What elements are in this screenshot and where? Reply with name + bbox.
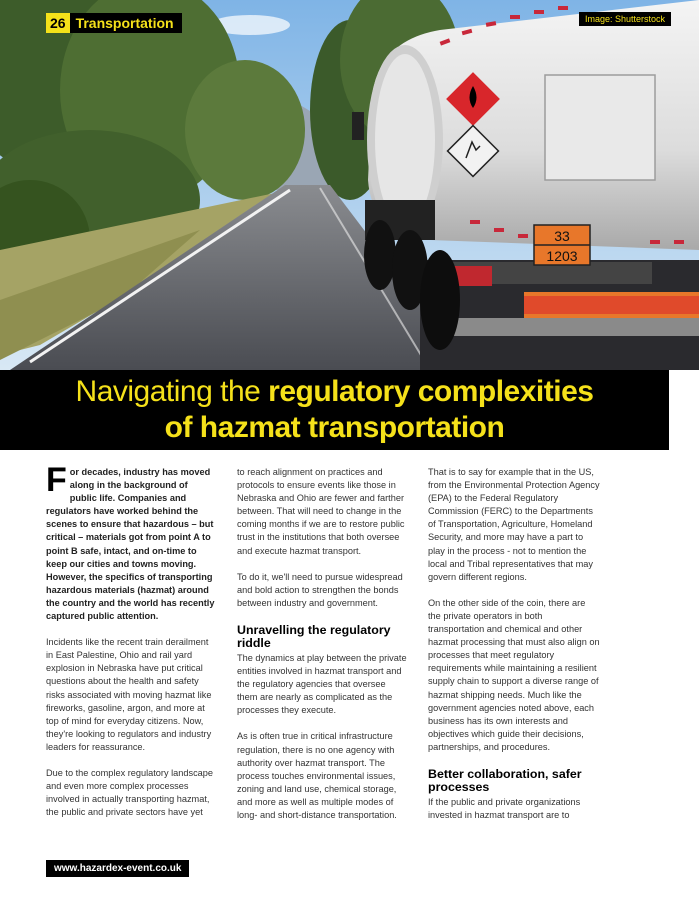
image-credit: Image: Shutterstock — [579, 12, 671, 26]
article-title — [0, 370, 669, 446]
paragraph: If the public and private organizations invested in hazmat transport are to — [428, 796, 581, 821]
text-column-1 — [46, 461, 216, 832]
paragraph: To do it, we'll need to pursue widespread and bold action to strengthen the bonds between industry and government. — [237, 571, 403, 608]
lead-text: or decades, industry has moved along in the background of public life. Companies and regulators have worked behind the scenes to ensure that hazardous – but critical – materials got from point A to point B safe, intact, and on-time to keep our cities and towns moving. However, the specifics of transporting hazardous materials (hazmat) around the country and the world has recently captured public attention. — [46, 467, 215, 622]
placard-upper-number: 33 — [554, 228, 570, 244]
paragraph: Due to the complex regulatory landscape and even more complex processes involved in actually transporting hazmat, the public and private sectors have yet — [46, 767, 214, 818]
hero-photo — [0, 0, 699, 370]
paragraph: As is often true in critical infrastructure regulation, there is no one agency with authority over hazmat transport. The process touches environmental issues, zoning and land use, chemical storage, and more as well as multiple modes of long- and short-distance transportation. — [237, 731, 397, 820]
paragraph: The dynamics at play between the private entities involved in hazmat transport and the regulatory agencies that oversee them are nearly as complicated as the processes they execute. — [237, 652, 407, 716]
paragraph: On the other side of the coin, there are the private operators in both transportation and chemical and other hazmat processing that must also align on processes that meet regulatory requirements while maintaining a resilient supply chain to support a diverse range of hazmat shipping needs. Much like the government agencies noted above, each business has its own interests and objectives which guide their decisions, partnerships, and procedures. — [428, 597, 600, 752]
title-part-1: Navigating the — [75, 375, 269, 408]
paragraph: That is to say for example that in the US, from the Environmental Protection Agency (EPA) to the Federal Regulatory Commission (FERC) to the Departments of Transportation, Agriculture, Homeland Security, and more may have a part to play in the process - not to mention the local and Tribal representatives that may govern different regions. — [428, 467, 600, 582]
placard-lower-number: 1203 — [546, 248, 578, 264]
page-number: 26 — [46, 13, 70, 33]
title-part-2: regulatory complexities — [268, 375, 594, 408]
footer-website-link[interactable]: www.hazardex-event.co.uk — [46, 860, 189, 877]
title-part-3: of hazmat transportation — [164, 411, 505, 444]
section-label: Transportation — [70, 13, 182, 33]
subheading-regulatory-riddle: Unravelling the regulatory riddle — [237, 622, 391, 650]
lead-paragraph — [46, 461, 216, 623]
subheading-better-collaboration: Better collaboration, safer processes — [428, 766, 582, 794]
drop-cap: F — [46, 461, 67, 499]
text-column-3 — [428, 466, 600, 835]
title-band — [0, 370, 669, 450]
page-tag — [46, 13, 182, 33]
tanker-truck-illustration — [0, 0, 699, 370]
paragraph: Incidents like the recent train derailment in East Palestine, Ohio and rail yard explosion in Nebraska have put critical questions about the health and safety risks associated with moving hazmat like fireworks, gasoline, argon, and more at top of mind for everyday citizens. Now, they're looking to regulators and industry leaders for reassurance. — [46, 637, 212, 752]
hazard-id-placard — [534, 225, 590, 265]
text-column-2 — [237, 466, 407, 835]
paragraph: to reach alignment on practices and protocols to ensure events like those in Nebraska and Ohio are fewer and farther between. That will need to change in the coming months if we are to restore public trust in the institutions that both oversee and execute hazmat transport. — [237, 467, 405, 556]
